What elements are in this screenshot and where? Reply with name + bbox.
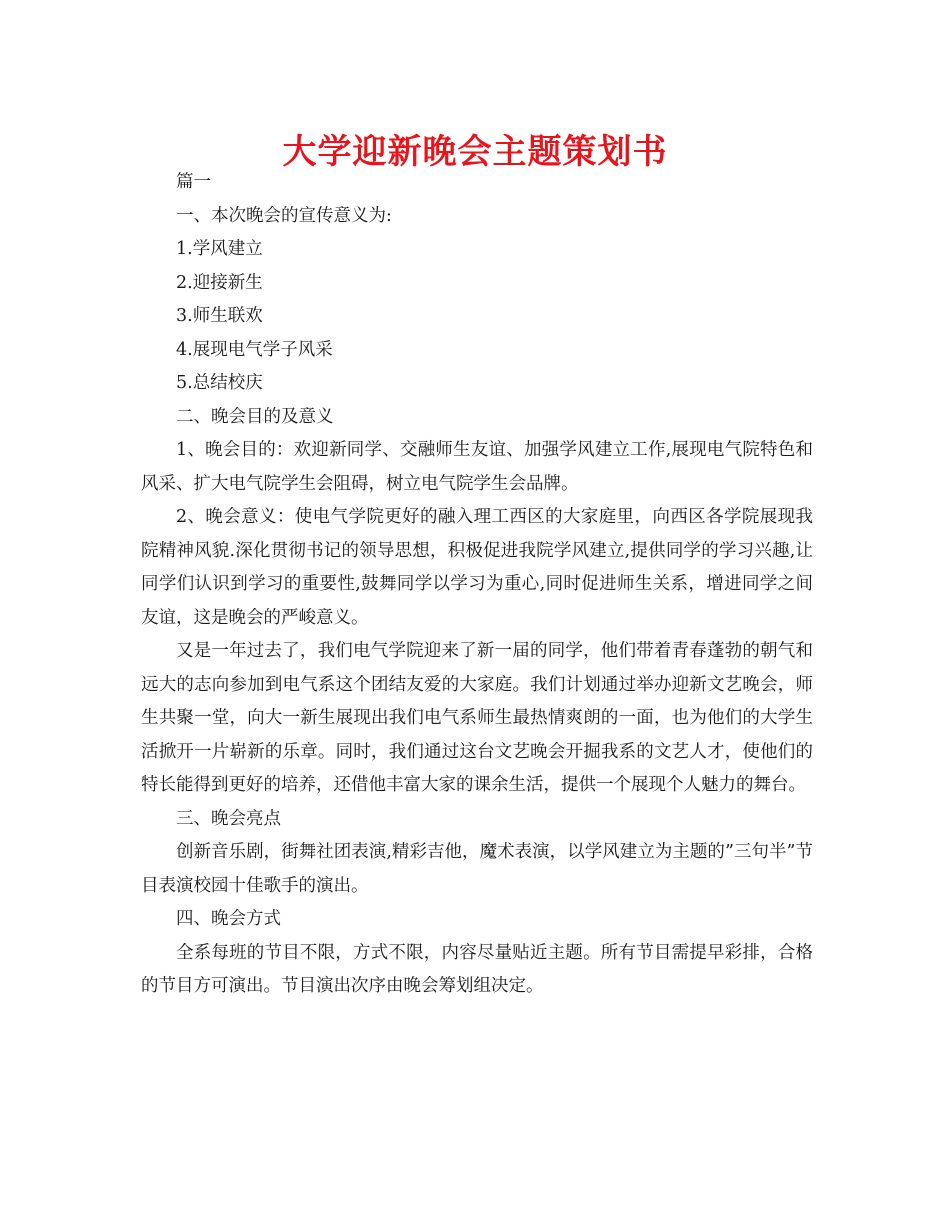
- heading-format: 四、晚会方式: [176, 909, 281, 929]
- paragraph-introduction: 又是一年过去了，我们电气学院迎来了新一届的同学，他们带着青春蓬勃的朝气和远大的志向参加到电气系这个团结友爱的大家庭。我们计划通过举办迎新文艺晚会，师生共聚一堂，向大一新生展现出我们电气系师生最热情爽朗的一面，也为他们的大学生活掀开一片崭新的乐章。同时，我们通过这台文艺晚会开掘我系的文艺人才，使他们的特长能得到更好的培养，还借他丰富大家的课余生活，提供一个展现个人魅力的舞台。: [141, 641, 813, 795]
- section-label: 篇一: [176, 172, 211, 192]
- heading-publicity-meaning: 一、本次晚会的宣传意义为:: [176, 205, 392, 226]
- paragraph-purpose: 1、晚会目的：欢迎新同学、交融师生友谊、加强学风建立工作,展现电气院特色和风采、扩大电气院学生会阻碍，树立电气院学生会品牌。: [141, 440, 813, 494]
- heading-highlights: 三、晚会亮点: [176, 808, 281, 829]
- list-item: 4.展现电气学子风采: [176, 339, 333, 360]
- heading-purpose-and-meaning: 二、晚会目的及意义: [176, 406, 334, 427]
- paragraph-meaning: 2、晚会意义：使电气学院更好的融入理工西区的大家庭里，向西区各学院展现我院精神风貌.深化贯彻书记的领导思想，积极促进我院学风建立,提供同学的学习兴趣,让同学们认识到学习的重要性,鼓舞同学以学习为重心,同时促进师生关系，增进同学之间友谊，这是晚会的严峻意义。: [141, 507, 813, 628]
- list-item: 1.学风建立: [176, 239, 263, 259]
- list-item: 3.师生联欢: [176, 306, 263, 326]
- list-item: 2.迎接新生: [176, 272, 263, 293]
- document-title: 大学迎新晚会主题策划书: [282, 132, 668, 172]
- paragraph-highlights: 创新音乐剧，街舞社团表演,精彩吉他，魔术表演，以学风建立为主题的”三句半”节目表演校园十佳歌手的演出。: [141, 842, 813, 896]
- document-body: [141, 166, 813, 1004]
- list-item: 5.总结校庆: [176, 373, 263, 393]
- paragraph-format: 全系每班的节目不限，方式不限，内容尽量贴近主题。所有节目需提早彩排，合格的节目方可演出。节目演出次序由晚会筹划组决定。: [141, 942, 813, 996]
